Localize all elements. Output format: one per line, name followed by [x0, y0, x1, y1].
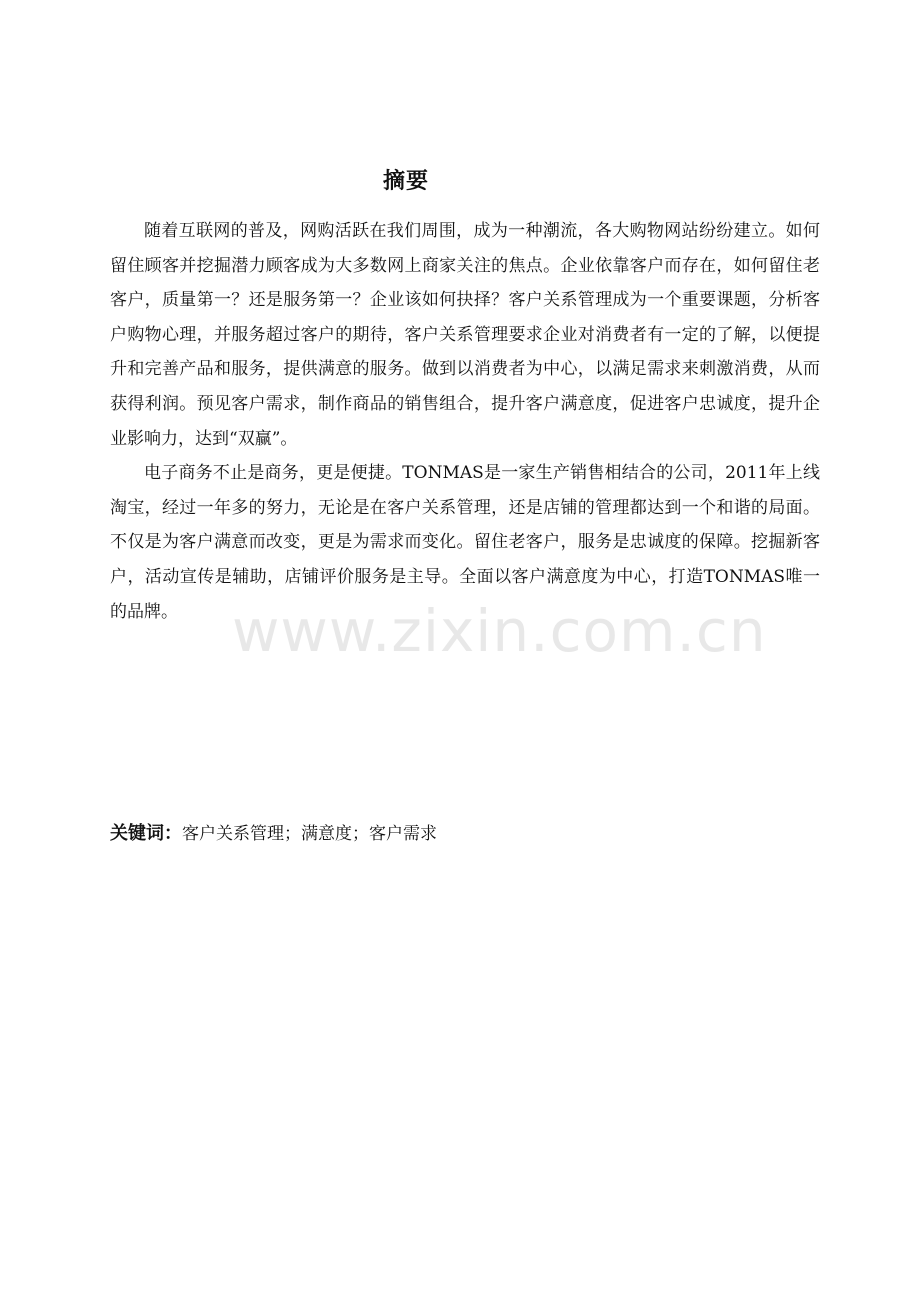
abstract-title: 摘要	[382, 169, 429, 194]
keywords-text: 客户关系管理；满意度；客户需求	[182, 824, 437, 844]
abstract-paragraph-2: 电子商务不止是商务，更是便捷。TONMAS是一家生产销售相结合的公司，2011年上线淘宝，经过一年多的努力，无论是在客户关系管理，还是店铺的管理都达到一个和谐的局面。不仅是为客户满意而改变，更是为需求而变化。留住老客户，服务是忠诚度的保障。挖掘新客户，活动宣传是辅助，店铺评价服务是主导。全面以客户满意度为中心，打造TONMAS唯一的品牌。	[110, 463, 820, 622]
abstract-body	[110, 214, 820, 629]
abstract-paragraph-1: 随着互联网的普及，网购活跃在我们周围，成为一种潮流，各大购物网站纷纷建立。如何留住顾客并挖掘潜力顾客成为大多数网上商家关注的焦点。企业依靠客户而存在，如何留住老客户，质量第一？还是服务第一？企业该如何抉择？客户关系管理成为一个重要课题，分析客户购物心理，并服务超过客户的期待，客户关系管理要求企业对消费者有一定的了解，以便提升和完善产品和服务，提供满意的服务。做到以消费者为中心，以满足需求来刺激消费，从而获得利润。预见客户需求，制作商品的销售组合，提升客户满意度，促进客户忠诚度，提升企业影响力，达到“双赢”。	[110, 221, 820, 449]
keywords-label: 关键词：	[110, 823, 182, 844]
keywords-line	[110, 818, 820, 850]
watermark: www.zixin.com.cn	[232, 597, 767, 665]
